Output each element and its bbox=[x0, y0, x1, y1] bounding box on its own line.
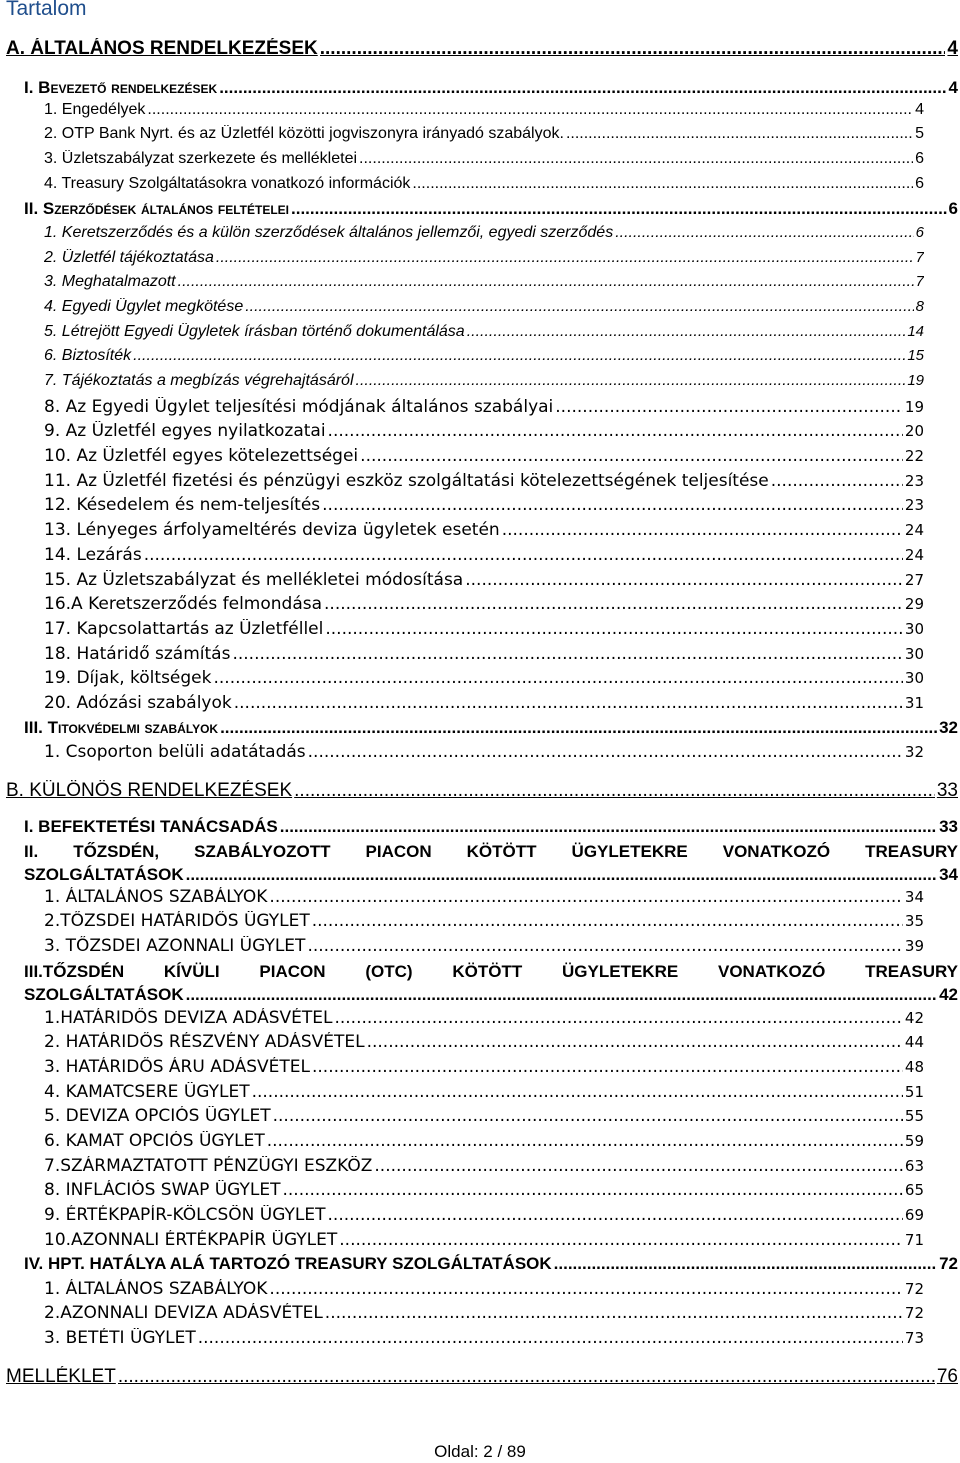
toc-entry-label: 8. INFLÁCIÓS SWAP ÜGYLET bbox=[44, 1180, 281, 1200]
toc-entry-label: 17. Kapcsolattartás az Üzletféllel bbox=[44, 619, 324, 639]
toc-dot-leader bbox=[328, 1205, 903, 1225]
toc-entry[interactable] bbox=[44, 594, 924, 614]
toc-entry[interactable] bbox=[44, 273, 924, 291]
toc-page-number: 42 bbox=[939, 985, 958, 1004]
toc-entry-label: 3. Meghatalmazott bbox=[44, 273, 176, 290]
toc-page-number: 6 bbox=[948, 199, 958, 218]
toc-page-number: 35 bbox=[904, 912, 924, 930]
toc-entry-label: 2. Üzletfél tájékoztatása bbox=[44, 249, 214, 266]
toc-entry[interactable] bbox=[6, 38, 958, 60]
toc-entry[interactable] bbox=[44, 668, 924, 688]
toc-dot-leader bbox=[308, 742, 903, 762]
toc-entry[interactable] bbox=[44, 1230, 924, 1250]
toc-entry-label: 9. ÉRTÉKPAPÍR-KÖLCSÖN ÜGYLET bbox=[44, 1205, 326, 1225]
toc-dot-leader bbox=[214, 668, 903, 688]
toc-dot-leader bbox=[269, 887, 902, 907]
toc-page-number: 65 bbox=[904, 1181, 924, 1199]
toc-dot-leader bbox=[198, 1328, 903, 1348]
toc-entry-label: 1. Engedélyek bbox=[44, 101, 146, 118]
toc-dot-leader bbox=[283, 1180, 903, 1200]
toc-dot-leader bbox=[118, 1366, 935, 1388]
toc-page-number: 34 bbox=[904, 888, 924, 906]
toc-entry-label: 13. Lényeges árfolyameltérés deviza ügyletek esetén bbox=[44, 520, 500, 540]
toc-entry-label: 1. ÁLTALÁNOS SZABÁLYOK bbox=[44, 1279, 268, 1299]
toc-entry[interactable] bbox=[44, 372, 924, 390]
toc-entry-label: 2. OTP Bank Nyrt. és az Üzletfél közötti jogviszonyra irányadó szabályok. bbox=[44, 125, 564, 142]
toc-entry[interactable] bbox=[24, 817, 958, 837]
toc-entry-label: 15. Az Üzletszabályzat és mellékletei módosítása bbox=[44, 570, 464, 590]
toc-dot-leader bbox=[312, 1057, 903, 1077]
toc-entry-label: 3. HATÁRIDŐS ÁRU ADÁSVÉTEL bbox=[44, 1057, 310, 1077]
toc-page-number: 39 bbox=[904, 937, 924, 955]
toc-entry[interactable] bbox=[6, 780, 958, 802]
toc-dot-leader bbox=[267, 1131, 903, 1151]
toc-entry[interactable] bbox=[44, 298, 924, 316]
toc-dot-leader bbox=[334, 1008, 902, 1028]
toc-entry-label: 3. BETÉTI ÜGYLET bbox=[44, 1328, 196, 1348]
toc-page-number: 32 bbox=[904, 743, 924, 761]
toc-dot-leader bbox=[252, 1082, 903, 1102]
toc-page-number: 30 bbox=[904, 620, 924, 638]
toc-page-number: 4 bbox=[915, 101, 924, 118]
toc-entry-label: 4. Treasury Szolgáltatásokra vonatkozó információk bbox=[44, 175, 411, 192]
toc-dot-leader bbox=[280, 817, 937, 837]
toc-dot-leader bbox=[615, 224, 913, 242]
toc-dot-leader bbox=[234, 693, 903, 713]
toc-entry[interactable] bbox=[44, 249, 924, 267]
toc-entry-label: 10. Az Üzletfél egyes kötelezettségei bbox=[44, 446, 359, 466]
toc-entry-label-line1: III.TŐZSDÉN KÍVÜLI PIACON (OTC) KÖTÖTT ÜGYLETEKRE VONATKOZÓ TREASURY bbox=[24, 962, 958, 981]
toc-page-number: 6 bbox=[915, 150, 924, 167]
toc-page-number: 69 bbox=[904, 1206, 924, 1224]
toc-entry[interactable] bbox=[24, 718, 958, 738]
toc-entry-label: 1. ÁLTALÁNOS SZABÁLYOK bbox=[44, 887, 268, 907]
toc-dot-leader bbox=[359, 150, 913, 168]
toc-entry[interactable] bbox=[44, 495, 924, 515]
toc-entry[interactable] bbox=[44, 742, 924, 762]
toc-page-number: 33 bbox=[936, 780, 958, 801]
toc-entry-label: 9. Az Üzletfél egyes nyilatkozatai bbox=[44, 421, 326, 441]
toc-entry-label: 2.AZONNALI DEVIZA ADÁSVÉTEL bbox=[44, 1303, 323, 1323]
toc-entry-label: 1. Csoporton belüli adatátadás bbox=[44, 742, 306, 762]
toc-entry-label: 7.SZÁRMAZTATOTT PÉNZÜGYI ESZKÖZ bbox=[44, 1156, 373, 1176]
toc-page-number: 63 bbox=[904, 1157, 924, 1175]
toc-entry[interactable] bbox=[44, 1303, 924, 1323]
toc-entry-label-line2: SZOLGÁLTATÁSOK bbox=[24, 985, 184, 1004]
toc-dot-leader bbox=[186, 983, 937, 1006]
toc-dot-leader bbox=[320, 38, 946, 60]
toc-entry[interactable] bbox=[24, 78, 958, 98]
toc-entry-label: I. BEFEKTETÉSI TANÁCSADÁS bbox=[24, 817, 278, 836]
toc-page-number: 29 bbox=[904, 595, 924, 613]
toc-entry[interactable] bbox=[44, 347, 924, 365]
toc-page-number: 32 bbox=[939, 718, 958, 737]
toc-page-number: 14 bbox=[907, 323, 924, 340]
toc-dot-leader bbox=[328, 421, 903, 441]
toc-page-number: 27 bbox=[904, 571, 924, 589]
toc-dot-leader bbox=[245, 298, 913, 316]
toc-entry-label: 8. Az Egyedi Ügylet teljesítési módjának általános szabályai bbox=[44, 397, 554, 417]
toc-entry-label: 18. Határidő számítás bbox=[44, 644, 231, 664]
toc-entry-label: 2. HATÁRIDŐS RÉSZVÉNY ADÁSVÉTEL bbox=[44, 1032, 365, 1052]
toc-entry-label-line1: II. TŐZSDÉN, SZABÁLYOZOTT PIACON KÖTÖTT ÜGYLETEKRE VONATKOZÓ TREASURY bbox=[24, 842, 958, 861]
toc-page-number: 24 bbox=[904, 546, 924, 564]
toc-entry-label: 7. Tájékoztatás a megbízás végrehajtásáról bbox=[44, 372, 354, 389]
toc-page-number: 71 bbox=[904, 1231, 924, 1249]
toc-page-number: 19 bbox=[904, 398, 924, 416]
toc-entry[interactable] bbox=[44, 887, 924, 907]
toc-entry-label: 2.TŐZSDEI HATÁRIDŐS ÜGYLET bbox=[44, 911, 310, 931]
toc-entry-label: 19. Díjak, költségek bbox=[44, 668, 212, 688]
toc-dot-leader bbox=[325, 619, 903, 639]
toc-dot-leader bbox=[273, 1106, 903, 1126]
toc-page-number: 72 bbox=[904, 1304, 924, 1322]
toc-page-number: 22 bbox=[904, 447, 924, 465]
toc-entry[interactable] bbox=[44, 446, 924, 466]
toc-dot-leader bbox=[147, 101, 913, 119]
toc-page-number: 5 bbox=[915, 125, 924, 142]
toc-dot-leader bbox=[294, 780, 935, 802]
toc-entry[interactable] bbox=[44, 1328, 924, 1348]
toc-entry[interactable] bbox=[44, 323, 924, 341]
toc-entry[interactable] bbox=[44, 693, 924, 713]
toc-dot-leader bbox=[133, 347, 905, 365]
toc-entry-label: 5. Létrejött Egyedi Ügyletek írásban történő dokumentálása bbox=[44, 323, 465, 340]
toc-entry[interactable] bbox=[44, 936, 924, 956]
toc-page-number: 30 bbox=[904, 669, 924, 687]
toc-entry[interactable] bbox=[44, 175, 924, 193]
toc-entry-label: 20. Adózási szabályok bbox=[44, 693, 232, 713]
toc-entry[interactable] bbox=[44, 619, 924, 639]
toc-page-number: 19 bbox=[907, 372, 924, 389]
toc-entry-label: III. Titokvédelmi szabályok bbox=[24, 718, 219, 737]
toc-page-number: 6 bbox=[915, 224, 924, 241]
toc-entry[interactable] bbox=[44, 397, 924, 417]
toc-dot-leader bbox=[322, 495, 903, 515]
toc-page-number: 4 bbox=[948, 78, 958, 97]
toc-page-number: 8 bbox=[915, 298, 924, 315]
toc-page-number: 34 bbox=[939, 865, 958, 884]
toc-page-number: 31 bbox=[904, 694, 924, 712]
toc-title: Tartalom bbox=[6, 0, 87, 20]
toc-entry-label: 4. KAMATCSERE ÜGYLET bbox=[44, 1082, 250, 1102]
toc-entry[interactable] bbox=[44, 421, 924, 441]
toc-entry[interactable] bbox=[44, 1205, 924, 1225]
toc-entry-label: A. ÁLTALÁNOS RENDELKEZÉSEK bbox=[6, 38, 318, 59]
toc-dot-leader bbox=[465, 570, 903, 590]
toc-entry[interactable] bbox=[24, 1254, 958, 1274]
toc-entry[interactable] bbox=[44, 1032, 924, 1052]
toc-dot-leader bbox=[554, 1254, 937, 1274]
toc-dot-leader bbox=[312, 911, 903, 931]
toc-page-number: 4 bbox=[947, 38, 958, 59]
toc-entry[interactable] bbox=[44, 520, 924, 540]
toc-entry-label: 6. Biztosíték bbox=[44, 347, 132, 364]
toc-entry[interactable] bbox=[24, 199, 958, 219]
toc-entry-label: I. Bevezető rendelkezések bbox=[24, 78, 218, 97]
toc-page-number: 7 bbox=[915, 249, 924, 266]
toc-entry-label: 10.AZONNALI ÉRTÉKPAPÍR ÜGYLET bbox=[44, 1230, 338, 1250]
toc-entry[interactable] bbox=[44, 570, 924, 590]
toc-dot-leader bbox=[144, 545, 903, 565]
toc-dot-leader bbox=[178, 273, 914, 291]
toc-dot-leader bbox=[412, 175, 913, 193]
toc-entry[interactable] bbox=[44, 224, 924, 242]
toc-dot-leader bbox=[356, 372, 906, 390]
toc-page-number: 6 bbox=[915, 175, 924, 192]
toc-entry-label: 6. KAMAT OPCIÓS ÜGYLET bbox=[44, 1131, 265, 1151]
toc-dot-leader bbox=[566, 125, 913, 143]
toc-entry[interactable] bbox=[44, 1279, 924, 1299]
toc-dot-leader bbox=[555, 397, 903, 417]
toc-dot-leader bbox=[324, 594, 903, 614]
toc-entry-label-line2: SZOLGÁLTATÁSOK bbox=[24, 865, 184, 884]
toc-entry-label: B. KÜLÖNÖS RENDELKEZÉSEK bbox=[6, 780, 293, 801]
toc-entry-label: 1. Keretszerződés és a külön szerződések általános jellemzői, egyedi szerződés bbox=[44, 224, 614, 241]
toc-dot-leader bbox=[186, 863, 937, 886]
toc-entry-label: 11. Az Üzletfél fizetési és pénzügyi eszköz szolgáltatási kötelezettségének teljesítése bbox=[44, 471, 769, 491]
toc-entry-label: 14. Lezárás bbox=[44, 545, 142, 565]
toc-entry-label: MELLÉKLET bbox=[6, 1366, 116, 1387]
toc-entry[interactable] bbox=[44, 1082, 924, 1102]
toc-entry-label: 4. Egyedi Ügylet megkötése bbox=[44, 298, 244, 315]
toc-entry[interactable] bbox=[44, 1180, 924, 1200]
page-footer: Oldal: 2 / 89 bbox=[434, 1442, 526, 1461]
toc-entry-label: 3. Üzletszabályzat szerkezete és mellékletei bbox=[44, 150, 358, 167]
toc-entry[interactable] bbox=[44, 150, 924, 168]
toc-entry[interactable] bbox=[44, 101, 924, 119]
toc-page-number: 20 bbox=[904, 422, 924, 440]
toc-entry-label: IV. HPT. HATÁLYA ALÁ TARTOZÓ TREASURY SZOLGÁLTATÁSOK bbox=[24, 1254, 552, 1273]
toc-entry[interactable] bbox=[44, 1156, 924, 1176]
toc-dot-leader bbox=[291, 199, 947, 219]
toc-dot-leader bbox=[339, 1230, 903, 1250]
toc-dot-leader bbox=[360, 446, 903, 466]
toc-page-number: 7 bbox=[915, 273, 924, 290]
toc-dot-leader bbox=[325, 1303, 903, 1323]
toc-page-number: 30 bbox=[904, 645, 924, 663]
toc-dot-leader bbox=[216, 249, 914, 267]
toc-page-number: 42 bbox=[904, 1009, 924, 1027]
toc-dot-leader bbox=[367, 1032, 903, 1052]
toc-page-number: 23 bbox=[904, 496, 924, 514]
toc-entry[interactable] bbox=[44, 644, 924, 664]
toc-dot-leader bbox=[467, 323, 906, 341]
toc-dot-leader bbox=[771, 471, 903, 491]
toc-entry[interactable] bbox=[44, 911, 924, 931]
toc-page-number: 51 bbox=[904, 1083, 924, 1101]
toc-page-number: 33 bbox=[939, 817, 958, 836]
toc-dot-leader bbox=[307, 936, 902, 956]
toc-dot-leader bbox=[502, 520, 903, 540]
toc-entry-label: 16.A Keretszerződés felmondása bbox=[44, 594, 323, 614]
toc-page-number: 24 bbox=[904, 521, 924, 539]
toc-dot-leader bbox=[220, 718, 937, 738]
toc-entry[interactable] bbox=[44, 1008, 924, 1028]
toc-entry[interactable] bbox=[44, 125, 924, 143]
toc-page-number: 72 bbox=[904, 1280, 924, 1298]
toc-dot-leader bbox=[269, 1279, 902, 1299]
toc-page-number: 59 bbox=[904, 1132, 924, 1150]
toc-entry[interactable] bbox=[44, 545, 924, 565]
toc-page-number: 73 bbox=[904, 1329, 924, 1347]
toc-entry[interactable] bbox=[44, 471, 924, 491]
toc-entry[interactable] bbox=[44, 1131, 924, 1151]
toc-dot-leader bbox=[232, 644, 902, 664]
toc-dot-leader bbox=[219, 78, 946, 98]
toc-page-number: 55 bbox=[904, 1107, 924, 1125]
toc-entry[interactable] bbox=[6, 1366, 958, 1388]
toc-page-number: 76 bbox=[936, 1366, 958, 1387]
toc-page-number: 15 bbox=[907, 347, 924, 364]
toc-entry-label: 5. DEVIZA OPCIÓS ÜGYLET bbox=[44, 1106, 271, 1126]
toc-page-number: 23 bbox=[904, 472, 924, 490]
toc-page-number: 44 bbox=[904, 1033, 924, 1051]
toc-entry-label: II. Szerződések általános feltételei bbox=[24, 199, 290, 218]
toc-entry[interactable] bbox=[24, 840, 958, 886]
toc-entry-label: 1.HATÁRIDŐS DEVIZA ADÁSVÉTEL bbox=[44, 1008, 333, 1028]
toc-entry-label: 3. TŐZSDEI AZONNALI ÜGYLET bbox=[44, 936, 306, 956]
toc-page-number: 48 bbox=[904, 1058, 924, 1076]
toc-entry[interactable] bbox=[44, 1057, 924, 1077]
toc-entry[interactable] bbox=[44, 1106, 924, 1126]
toc-entry[interactable] bbox=[24, 960, 958, 1006]
toc-entry-label: 12. Késedelem és nem-teljesítés bbox=[44, 495, 321, 515]
toc-dot-leader bbox=[374, 1156, 903, 1176]
toc-page-number: 72 bbox=[939, 1254, 958, 1273]
